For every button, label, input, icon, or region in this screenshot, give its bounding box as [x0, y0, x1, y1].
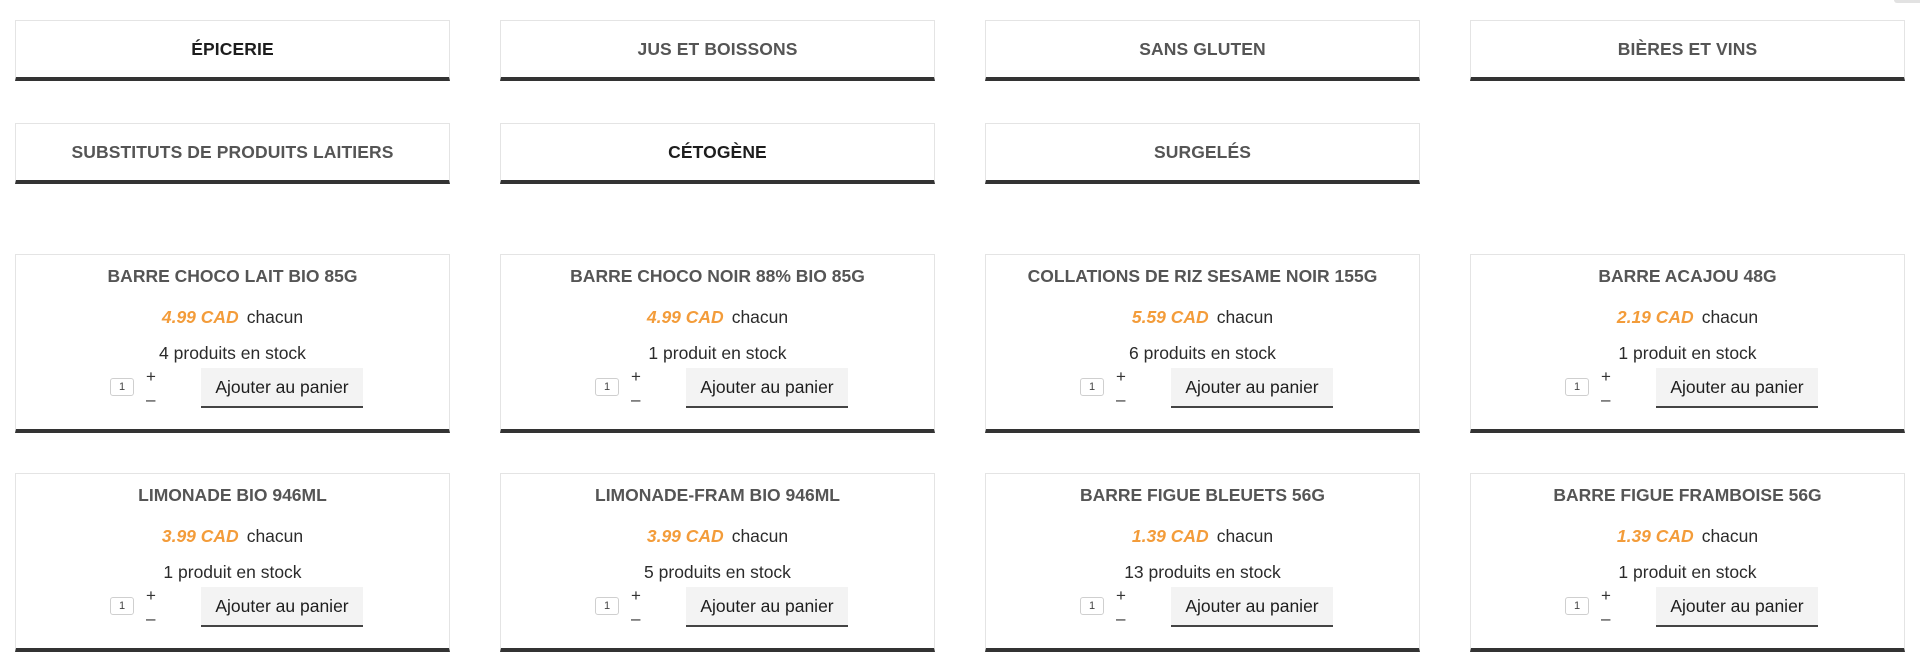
quantity-input[interactable] [1080, 597, 1104, 615]
product-price-line [501, 526, 934, 547]
quantity-stepper [110, 587, 160, 631]
quantity-stepper [1565, 368, 1615, 412]
product-price: 1.39 CAD [1616, 526, 1694, 546]
product-price: 4.99 CAD [646, 307, 724, 327]
add-to-cart-button[interactable]: Ajouter au panier [1656, 587, 1818, 627]
quantity-input[interactable] [1080, 378, 1104, 396]
product-card [15, 254, 450, 433]
category-filter-bar [15, 20, 1905, 184]
add-to-cart-button[interactable]: Ajouter au panier [201, 368, 363, 408]
quantity-input[interactable] [110, 378, 134, 396]
product-card [985, 473, 1420, 652]
quantity-increase-button[interactable]: + [1116, 586, 1126, 605]
quantity-increase-button[interactable]: + [631, 367, 641, 386]
product-name: BARRE CHOCO LAIT BIO 85G [107, 266, 358, 286]
price-unit-label: chacun [1701, 526, 1759, 546]
quantity-stepper [1080, 587, 1130, 631]
product-price: 1.39 CAD [1131, 526, 1209, 546]
product-name: BARRE FIGUE FRAMBOISE 56G [1553, 485, 1822, 505]
stock-status: 1 produit en stock [1618, 343, 1757, 363]
quantity-increase-button[interactable]: + [1601, 367, 1611, 386]
add-to-cart-button[interactable]: Ajouter au panier [1171, 368, 1333, 408]
price-unit-label: chacun [1216, 526, 1274, 546]
quantity-increase-button[interactable]: + [1601, 586, 1611, 605]
product-card [500, 254, 935, 433]
quantity-increase-button[interactable]: + [631, 586, 641, 605]
product-card [985, 254, 1420, 433]
quantity-stepper [110, 368, 160, 412]
product-price-line [986, 526, 1419, 547]
add-to-cart-button[interactable]: Ajouter au panier [1171, 587, 1333, 627]
product-card [1470, 254, 1905, 433]
product-price: 2.19 CAD [1616, 307, 1694, 327]
quantity-stepper [595, 587, 645, 631]
category-button-epicerie[interactable]: ÉPICERIE [15, 20, 450, 81]
product-card [15, 473, 450, 652]
quantity-decrease-button[interactable]: – [1601, 390, 1611, 409]
quantity-decrease-button[interactable]: – [631, 390, 641, 409]
quantity-increase-button[interactable]: + [1116, 367, 1126, 386]
add-to-cart-button[interactable]: Ajouter au panier [201, 587, 363, 627]
stock-status: 4 produits en stock [159, 343, 306, 363]
stock-status: 1 produit en stock [648, 343, 787, 363]
quantity-increase-button[interactable]: + [146, 367, 156, 386]
quantity-input[interactable] [595, 378, 619, 396]
stock-status: 1 produit en stock [163, 562, 302, 582]
price-unit-label: chacun [731, 526, 789, 546]
category-button-substituts-produits-laitiers[interactable]: SUBSTITUTS DE PRODUITS LAITIERS [15, 123, 450, 184]
quantity-stepper [595, 368, 645, 412]
quantity-decrease-button[interactable]: – [1116, 609, 1126, 628]
add-to-cart-button[interactable]: Ajouter au panier [686, 368, 848, 408]
quantity-decrease-button[interactable]: – [146, 390, 156, 409]
product-name: LIMONADE BIO 946ML [138, 485, 327, 505]
quantity-decrease-button[interactable]: – [146, 609, 156, 628]
add-to-cart-button[interactable]: Ajouter au panier [686, 587, 848, 627]
stock-status: 5 produits en stock [644, 562, 791, 582]
product-name: BARRE CHOCO NOIR 88% BIO 85G [570, 266, 865, 286]
product-price: 4.99 CAD [161, 307, 239, 327]
stock-status: 6 produits en stock [1129, 343, 1276, 363]
category-button-jus-et-boissons[interactable]: JUS ET BOISSONS [500, 20, 935, 81]
stock-status: 13 produits en stock [1124, 562, 1281, 582]
stock-status: 1 produit en stock [1618, 562, 1757, 582]
product-price-line [501, 307, 934, 328]
quantity-input[interactable] [595, 597, 619, 615]
product-name: BARRE ACAJOU 48G [1598, 266, 1777, 286]
quantity-input[interactable] [1565, 378, 1589, 396]
product-price: 5.59 CAD [1131, 307, 1209, 327]
product-card [500, 473, 935, 652]
quantity-stepper [1565, 587, 1615, 631]
category-button-bieres-et-vins[interactable]: BIÈRES ET VINS [1470, 20, 1905, 81]
price-unit-label: chacun [246, 526, 304, 546]
product-price-line [16, 307, 449, 328]
product-price: 3.99 CAD [161, 526, 239, 546]
category-button-cetogene[interactable]: CÉTOGÈNE [500, 123, 935, 184]
product-price-line [1471, 307, 1904, 328]
product-name: BARRE FIGUE BLEUETS 56G [1079, 485, 1326, 505]
quantity-decrease-button[interactable]: – [1601, 609, 1611, 628]
product-name: LIMONADE-FRAM BIO 946ML [595, 485, 840, 505]
product-grid [15, 254, 1905, 652]
price-unit-label: chacun [1216, 307, 1274, 327]
product-price-line [16, 526, 449, 547]
quantity-stepper [1080, 368, 1130, 412]
corner-decoration [1894, 0, 1920, 3]
quantity-input[interactable] [110, 597, 134, 615]
add-to-cart-button[interactable]: Ajouter au panier [1656, 368, 1818, 408]
product-name: COLLATIONS DE RIZ SESAME NOIR 155G [1027, 266, 1378, 286]
product-card [1470, 473, 1905, 652]
price-unit-label: chacun [246, 307, 304, 327]
category-button-surgeles[interactable]: SURGELÉS [985, 123, 1420, 184]
price-unit-label: chacun [1701, 307, 1759, 327]
product-price-line [1471, 526, 1904, 547]
quantity-input[interactable] [1565, 597, 1589, 615]
product-price: 3.99 CAD [646, 526, 724, 546]
price-unit-label: chacun [731, 307, 789, 327]
category-button-sans-gluten[interactable]: SANS GLUTEN [985, 20, 1420, 81]
quantity-decrease-button[interactable]: – [1116, 390, 1126, 409]
product-price-line [986, 307, 1419, 328]
quantity-decrease-button[interactable]: – [631, 609, 641, 628]
quantity-increase-button[interactable]: + [146, 586, 156, 605]
